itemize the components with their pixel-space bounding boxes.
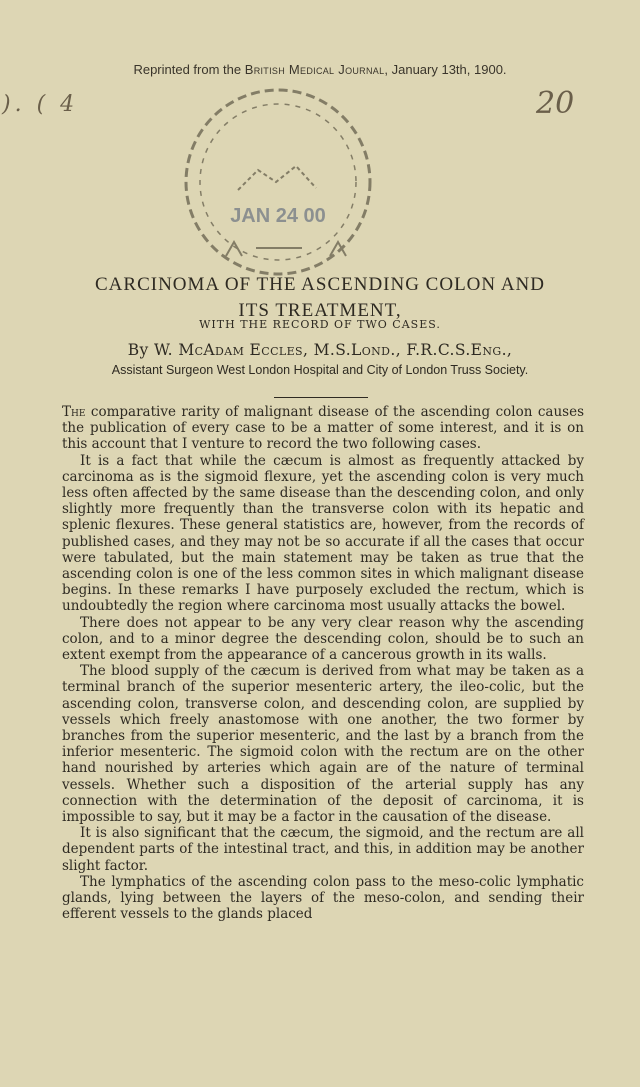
title-line-1: CARCINOMA OF THE ASCENDING COLON AND bbox=[95, 274, 545, 295]
author-name: W. McAdam Eccles, M.S.Lond., F.R.C.S.Eng., bbox=[154, 341, 513, 359]
paragraph-5: It is also significant that the cæcum, the sigmoid, and the rectum are all dependent parts of the intestinal tract, and this, in addition may be another slight factor. bbox=[62, 825, 584, 874]
handwritten-number: 20 bbox=[536, 86, 575, 121]
reprint-date: , January 13th, 1900. bbox=[384, 62, 507, 77]
library-stamp bbox=[168, 70, 388, 300]
stamp-date: JAN 24 00 bbox=[230, 205, 326, 227]
opening-word: The bbox=[62, 404, 86, 420]
paragraph-6: The lymphatics of the ascending colon pass to the meso-colic lymphatic glands, lying between the layers of the meso-colon, and sending their efferent vessels to the glands placed bbox=[62, 873, 584, 923]
reprint-prefix: Reprinted from the bbox=[133, 62, 245, 77]
title-line-2: ITS TREATMENT, bbox=[238, 300, 402, 321]
journal-name: British Medical Journal bbox=[244, 62, 385, 77]
byline-prefix: By bbox=[127, 341, 155, 359]
author-byline bbox=[0, 341, 640, 359]
paragraph-1 bbox=[62, 404, 584, 453]
author-affiliation: Assistant Surgeon West London Hospital and City of London Truss Society. bbox=[111, 363, 529, 377]
handwritten-mark-left: ). ( 4 bbox=[2, 92, 79, 117]
article-title bbox=[0, 272, 640, 324]
paragraph-2: It is a fact that while the cæcum is almost as frequently attacked by carcinoma as is the sigmoid flexure, yet the ascending colon is very much less often affected by the same disease than the descending colon, and only slightly more frequently than the transverse colon with its hepatic and splenic flexures. These general statistics are, however, from the records of published cases, and they may not be so accurate if all the cases that occur were tabulated, but the main statement may be taken as true that the ascending colon is one of the less common sites in which malignant disease begins. In these remarks I have purposely excluded the rectum, which is undoubtedly the region where carcinoma most usually attacks the bowel. bbox=[62, 452, 584, 615]
paragraph-1-text: comparative rarity of malignant disease of the ascending colon causes the publication of every case to be a matter of some interest, and it is on this account that I venture to record the two following cases. bbox=[62, 404, 584, 453]
article-body bbox=[62, 404, 584, 923]
article-subtitle: WITH THE RECORD OF TWO CASES. bbox=[199, 318, 441, 331]
paragraph-4: The blood supply of the cæcum is derived from what may be taken as a terminal branch of the superior mesenteric artery, the ileo-colic, but the ascending colon, transverse colon, and descending colon, are supplied by vessels which freely anastomose with one another, the two former by branches from the superior mesenteric, and the last by a branch from the inferior mesenteric. The sigmoid colon with the rectum are on the other hand nourished by arteries which again are of the nature of terminal vessels. Whether such a disposition of the arterial supply has any connection with the determination of the deposit of carcinoma, it is impossible to say, but it may be a factor in the causation of the disease. bbox=[62, 663, 584, 826]
title-divider bbox=[274, 397, 368, 398]
paragraph-3: There does not appear to be any very clear reason why the ascending colon, and to a minor degree the descending colon, should be to such an extent exempt from the appearance of a cancerous growth in its walls. bbox=[62, 614, 584, 664]
